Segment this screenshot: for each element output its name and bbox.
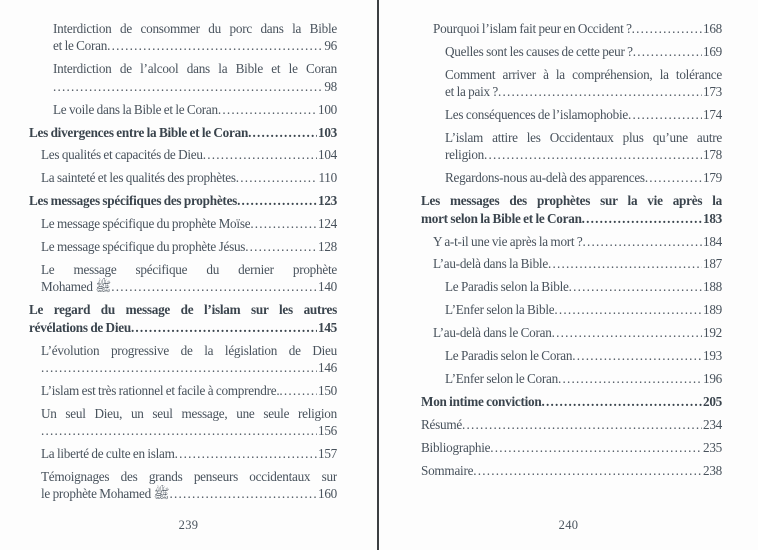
entry-text: L’au-delà dans la Bible — [433, 256, 548, 272]
entry-text: Résumé — [421, 416, 462, 432]
dot-leader — [645, 169, 702, 186]
toc-entry — [445, 278, 722, 295]
entry-last-line — [433, 233, 722, 250]
entry-text: Mon intime conviction — [421, 393, 542, 409]
toc-entry — [41, 342, 337, 377]
dot-leader — [484, 146, 702, 163]
entry-page-number: 168 — [702, 21, 722, 36]
entry-text: Le message spécifique du prophète Jésus — [41, 239, 246, 255]
entry-last-line — [433, 324, 722, 341]
toc-entry — [29, 124, 337, 141]
entry-page-number: 179 — [702, 170, 722, 186]
toc-entry — [29, 301, 337, 336]
toc-entry — [29, 192, 337, 209]
entry-last-line — [445, 106, 722, 123]
dot-leader — [582, 210, 702, 227]
dot-leader — [548, 255, 702, 272]
entry-page-number: 145 — [317, 319, 337, 335]
entry-last-line — [41, 485, 337, 502]
entry-line: Le regard du message de l’islam sur les autres — [29, 302, 337, 318]
entry-last-line — [421, 439, 722, 456]
entry-page-number: 205 — [702, 393, 722, 409]
entry-last-line — [421, 462, 722, 479]
toc-entry — [433, 324, 722, 341]
dot-leader — [632, 20, 702, 37]
dot-leader — [248, 124, 317, 141]
entry-line: L’islam attire les Occidentaux plus qu’une autre — [445, 130, 722, 146]
dot-leader — [131, 319, 317, 336]
entry-text: Y a-t-il une vie après la mort ? — [433, 233, 583, 249]
entry-text: Les qualités et capacités de Dieu — [41, 147, 203, 163]
entry-line: Un seul Dieu, un seul message, une seule religion — [41, 405, 337, 421]
entry-page-number: 238 — [702, 462, 722, 478]
toc-entry — [421, 192, 722, 227]
toc-entry — [421, 393, 722, 410]
toc-entry — [41, 261, 337, 296]
toc-entry — [41, 146, 337, 163]
entry-last-line — [421, 393, 722, 410]
toc-entry — [445, 66, 722, 101]
entry-page-number: 103 — [317, 124, 337, 140]
entry-last-line — [41, 382, 337, 399]
entry-text: Le message spécifique du prophète Moïse — [41, 216, 251, 232]
entry-last-line — [421, 210, 722, 227]
entry-line: Le message spécifique du dernier prophète — [41, 261, 337, 277]
toc-left-column — [29, 20, 337, 503]
entry-text: Sommaire — [421, 462, 474, 478]
entry-text: Les messages spécifiques des prophètes — [29, 193, 238, 209]
entry-page-number: 98 — [324, 78, 337, 94]
entry-last-line — [41, 146, 337, 163]
entry-last-line — [41, 238, 337, 255]
entry-page-number: 192 — [702, 325, 722, 341]
toc-entry — [445, 43, 722, 60]
toc-entry — [41, 215, 337, 232]
entry-page-number: 187 — [702, 256, 722, 272]
entry-text: et la paix ? — [445, 84, 498, 100]
entry-last-line — [29, 319, 337, 336]
entry-last-line — [41, 422, 337, 439]
entry-last-line — [53, 78, 337, 95]
dot-leader — [236, 169, 318, 186]
entry-text: L’islam est très rationnel et facile à comprendre. — [41, 382, 280, 398]
dot-leader — [218, 101, 317, 118]
entry-page-number: 235 — [702, 439, 722, 455]
entry-last-line — [445, 278, 722, 295]
toc-entry — [53, 20, 337, 55]
toc-right-column — [421, 20, 722, 479]
entry-text: Bibliographie — [421, 439, 491, 455]
dot-leader — [41, 359, 317, 376]
entry-text: Le Paradis selon le Coran — [445, 348, 573, 364]
entry-text: La sainteté et les qualités des prophètes — [41, 170, 236, 186]
entry-text: le prophète Mohamed ﷺ — [41, 486, 170, 502]
entry-text: révélations de Dieu — [29, 319, 131, 335]
entry-last-line — [445, 43, 722, 60]
toc-entry — [41, 445, 337, 462]
entry-last-line — [41, 445, 337, 462]
entry-page-number: 184 — [702, 233, 722, 249]
entry-text: et le Coran — [53, 38, 108, 54]
entry-last-line — [445, 169, 722, 186]
dot-leader — [237, 192, 317, 209]
dot-leader — [111, 278, 317, 295]
dot-leader — [53, 78, 323, 95]
entry-last-line — [53, 37, 337, 54]
entry-line: Comment arriver à la compréhension, la tolérance — [445, 66, 722, 82]
toc-entry — [53, 60, 337, 95]
entry-text: La liberté de culte en islam — [41, 446, 175, 462]
entry-text: Le voile dans la Bible et le Coran — [53, 101, 218, 117]
entry-page-number: 110 — [318, 170, 337, 186]
entry-text: L’Enfer selon la Bible — [445, 302, 555, 318]
entry-line: Interdiction de l’alcool dans la Bible et le Coran — [53, 61, 337, 77]
page-left — [0, 0, 377, 550]
entry-page-number: 140 — [317, 279, 337, 295]
entry-page-number: 193 — [702, 348, 722, 364]
toc-entry — [433, 233, 722, 250]
dot-leader — [203, 146, 317, 163]
dot-leader — [628, 106, 702, 123]
entry-text: Quelles sont les causes de cette peur ? — [445, 43, 633, 59]
dot-leader — [552, 324, 702, 341]
entry-line: L’évolution progressive de la législation de Dieu — [41, 342, 337, 358]
toc-entry — [421, 416, 722, 433]
dot-leader — [462, 416, 702, 433]
entry-page-number: 178 — [702, 147, 722, 163]
toc-entry — [433, 20, 722, 37]
dot-leader — [245, 238, 317, 255]
entry-page-number: 160 — [317, 486, 337, 502]
entry-text: Regardons-nous au-delà des apparences — [445, 170, 645, 186]
toc-entry — [445, 129, 722, 164]
entry-last-line — [445, 146, 722, 163]
toc-entry — [421, 439, 722, 456]
entry-page-number: 174 — [702, 107, 722, 123]
toc-entry — [433, 255, 722, 272]
entry-last-line — [41, 359, 337, 376]
entry-text: Les divergences entre la Bible et le Coran — [29, 124, 249, 140]
dot-leader — [542, 393, 702, 410]
entry-last-line — [41, 215, 337, 232]
entry-page-number: 156 — [317, 423, 337, 439]
entry-page-number: 157 — [317, 446, 337, 462]
entry-last-line — [41, 169, 337, 186]
dot-leader — [175, 445, 317, 462]
toc-entry — [445, 347, 722, 364]
entry-last-line — [29, 124, 337, 141]
entry-page-number: 128 — [317, 239, 337, 255]
entry-text: Pourquoi l’islam fait peur en Occident ? — [433, 21, 632, 36]
page-right — [379, 0, 758, 550]
page-number-right: 240 — [558, 518, 579, 532]
entry-last-line — [445, 83, 722, 100]
toc-entry — [41, 238, 337, 255]
entry-last-line — [445, 301, 722, 318]
entry-page-number: 124 — [317, 216, 337, 232]
dot-leader — [572, 347, 702, 364]
entry-page-number: 173 — [702, 84, 722, 100]
entry-last-line — [53, 101, 337, 118]
entry-text: mort selon la Bible et le Coran — [421, 210, 582, 226]
entry-page-number: 196 — [702, 371, 722, 386]
toc-entry — [41, 169, 337, 186]
entry-last-line — [433, 20, 722, 37]
entry-text: L’Enfer selon le Coran — [445, 371, 558, 386]
entry-line: Les messages des prophètes sur la vie après la — [421, 193, 722, 209]
entry-page-number: 150 — [317, 382, 337, 398]
dot-leader — [558, 370, 702, 387]
toc-entry — [41, 405, 337, 440]
dot-leader — [498, 83, 702, 100]
dot-leader — [633, 43, 702, 60]
entry-text: Les conséquences de l’islamophobie — [445, 107, 628, 123]
dot-leader — [583, 233, 702, 250]
dot-leader — [473, 462, 702, 479]
dot-leader — [554, 301, 702, 318]
entry-page-number: 169 — [702, 43, 722, 59]
entry-line: Interdiction de consommer du porc dans la Bible — [53, 21, 337, 36]
toc-entry — [445, 169, 722, 186]
dot-leader — [250, 215, 317, 232]
entry-page-number: 100 — [317, 101, 337, 117]
dot-leader — [279, 382, 317, 399]
entry-last-line — [29, 192, 337, 209]
entry-last-line — [433, 255, 722, 272]
toc-entry — [41, 382, 337, 399]
entry-text: L’au-delà dans le Coran — [433, 325, 552, 341]
toc-entry — [41, 468, 337, 503]
toc-entry — [445, 106, 722, 123]
entry-last-line — [421, 416, 722, 433]
dot-leader — [490, 439, 702, 456]
entry-text: religion — [445, 147, 485, 163]
entry-page-number: 189 — [702, 302, 722, 318]
entry-page-number: 123 — [317, 193, 337, 209]
entry-text: Le Paradis selon la Bible — [445, 279, 569, 295]
entry-last-line — [445, 347, 722, 364]
toc-entry — [445, 301, 722, 318]
entry-last-line — [41, 278, 337, 295]
dot-leader — [107, 37, 323, 54]
entry-page-number: 188 — [702, 279, 722, 295]
toc-entry — [53, 101, 337, 118]
toc-entry — [445, 370, 722, 387]
dot-leader — [569, 278, 702, 295]
entry-text: Mohamed ﷺ — [41, 279, 112, 295]
entry-page-number: 234 — [702, 416, 722, 432]
entry-page-number: 96 — [324, 38, 337, 54]
entry-line: Témoignages des grands penseurs occidentaux sur — [41, 469, 337, 485]
entry-page-number: 183 — [702, 210, 722, 226]
entry-page-number: 104 — [317, 147, 337, 163]
entry-page-number: 146 — [317, 360, 337, 375]
page-number-left: 239 — [178, 518, 199, 532]
toc-entry — [421, 462, 722, 479]
dot-leader — [169, 485, 317, 502]
dot-leader — [41, 422, 317, 439]
entry-last-line — [445, 370, 722, 387]
